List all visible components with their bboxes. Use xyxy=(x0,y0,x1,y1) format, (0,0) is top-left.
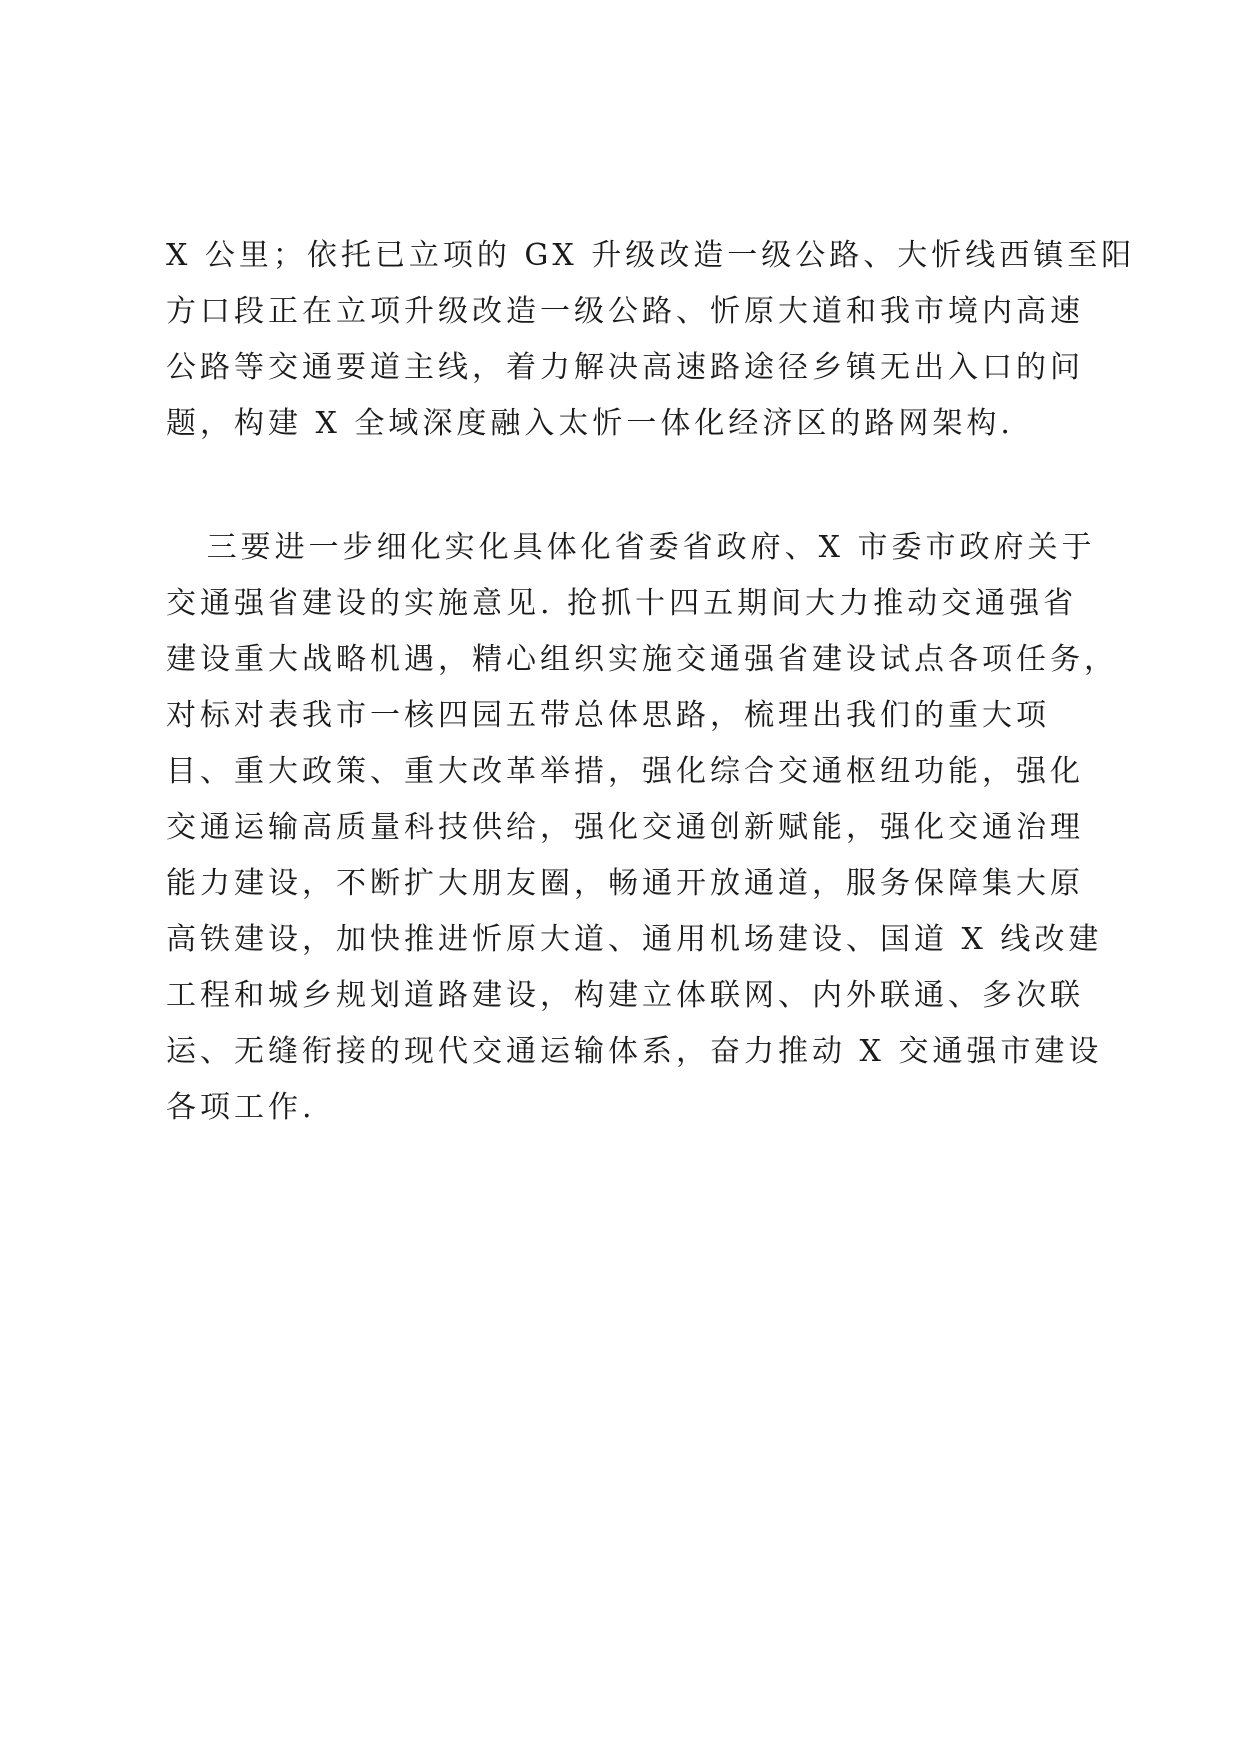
paragraph-2-line-2: 交通强省建设的实施意见. 抢抓十四五期间大力推动交通强省 xyxy=(166,586,1078,621)
paragraph-2-line-10: 运、无缝衔接的现代交通运输体系，奋力推动 X 交通强市建设 xyxy=(166,1034,1103,1069)
paragraph-1-line-4: 题，构建 X 全域深度融入太忻一体化经济区的路网架构. xyxy=(166,406,1014,441)
paragraph-2-line-5: 目、重大政策、重大改革举措，强化综合交通枢纽功能，强化 xyxy=(166,754,1084,789)
paragraph-2-line-7: 能力建设，不断扩大朋友圈，畅通开放通道，服务保障集大原 xyxy=(166,866,1084,901)
paragraph-2-line-4: 对标对表我市一核四园五带总体思路，梳理出我们的重大项 xyxy=(166,698,1050,733)
paragraph-2-line-6: 交通运输高质量科技供给，强化交通创新赋能，强化交通治理 xyxy=(166,810,1084,845)
paragraph-2-line-1: 三要进一步细化实化具体化省委省政府、X 市委市政府关于 xyxy=(166,530,1096,565)
paragraph-2-line-3: 建设重大战略机遇，精心组织实施交通强省建设试点各项任务， xyxy=(166,642,1118,677)
paragraph-2-line-9: 工程和城乡规划道路建设，构建立体联网、内外联通、多次联 xyxy=(166,978,1084,1013)
paragraph-2-line-11: 各项工作. xyxy=(166,1090,316,1125)
paragraph-1-line-1: X 公里；依托已立项的 GX 升级改造一级公路、大忻线西镇至阳 xyxy=(166,238,1136,273)
paragraph-2-line-8: 高铁建设，加快推进忻原大道、通用机场建设、国道 X 线改建 xyxy=(166,922,1103,957)
paragraph-1-line-2: 方口段正在立项升级改造一级公路、忻原大道和我市境内高速 xyxy=(166,294,1084,329)
paragraph-1-line-3: 公路等交通要道主线，着力解决高速路途径乡镇无出入口的问 xyxy=(166,350,1084,385)
